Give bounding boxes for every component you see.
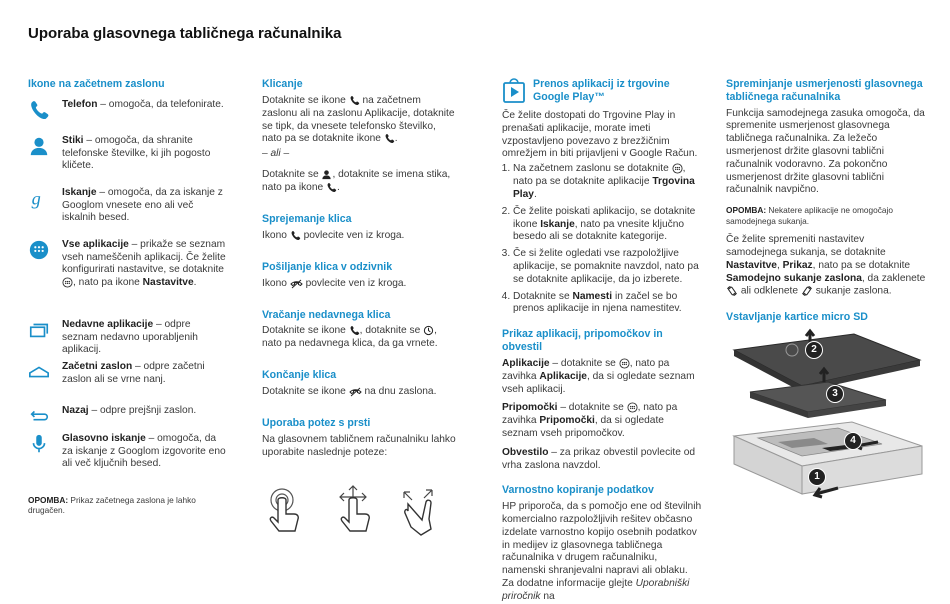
phone-icon — [290, 230, 301, 241]
heading-home-icons: Ikone na začetnem zaslonu — [28, 78, 165, 90]
all-apps-inline-icon — [62, 277, 73, 288]
column-orientation — [726, 78, 926, 328]
heading-orientation: Spreminjanje usmerjenosti glasovnega tabličnega računalnika — [726, 78, 923, 103]
auto-rotate-text: Če želite spremeniti nastavitev samodejnega sukanja, se dotaknite Nastavitve, Prikaz, nato pa se dotaknite Samodejno sukanje zaslona, da zaklenete ali odklenete sukanje zaslona. — [726, 234, 926, 298]
heading-view-apps: Prikaz aplikacij, pripomočkov in obvestil — [502, 328, 663, 353]
icon-row-recent-apps: Nedavne aplikacije – odpre seznam nedavno uporabljenih aplikacij. — [28, 319, 228, 361]
callout-3: 3 — [826, 385, 844, 403]
calling-or: – ali – — [262, 148, 290, 160]
play-step-4: 4. Dotaknite se Namesti in začel se bo prenos aplikacije in njena namestitev. — [513, 291, 702, 317]
recent-apps-icon — [28, 319, 50, 341]
heading-gestures: Uporaba potez s prsti — [262, 417, 371, 430]
note-home-screen: OPOMBA: Prikaz začetnega zaslona je lahko drugačen. — [28, 494, 196, 516]
calling-paragraph-2: Dotaknite se , dotaknite se imena stika, nato pa ikone . — [262, 169, 451, 194]
heading-send-voicemail: Pošiljanje klica v odzivnik — [262, 260, 393, 273]
icon-row-phone: Telefon – omogoča, da telefonirate. — [28, 99, 228, 137]
view-apps-paragraph: Aplikacije – dotaknite se , nato pa zavihka Aplikacije, da si ogledate seznam vseh aplikacij. — [502, 357, 695, 395]
calling-paragraph-1: Dotaknite se ikone na začetnem zaslonu ali na zaslonu Aplikacije, dotaknite se tipk, da vnesete telefonsko številko, nato pa se dotaknite ikone . — [262, 94, 455, 145]
rotation-unlock-icon — [801, 285, 813, 297]
microphone-icon — [28, 433, 50, 455]
note-auto-rotate: OPOMBA: Nekatere aplikacije ne omogočajo samodejnega sukanja. — [726, 205, 893, 226]
phone-icon — [326, 182, 337, 193]
tap-gesture-icon — [262, 486, 304, 536]
contact-icon — [28, 135, 50, 157]
orientation-text: Funkcija samodejnega zasuka omogoča, da spremenite usmerjenost glasovnega tabličnega računalnika. Za ležečo usmerjenost držite glasovni tablični računalnik vodoravno. Za pokončno usmerjenost držite glasovni tablični računalnik navpično. — [726, 107, 925, 196]
heading-google-play: Prenos aplikacij iz trgovine Google Play™ — [533, 78, 670, 103]
contact-icon — [321, 169, 332, 180]
callout-4: 4 — [844, 432, 862, 450]
scroll-gesture-icon — [330, 484, 376, 538]
phone-icon — [384, 133, 395, 144]
heading-end-call: Končanje klica — [262, 369, 337, 382]
icon-row-contacts: Stiki – omogoča, da shranite telefonske številke, ki jih pogosto kličete. — [28, 135, 228, 187]
heading-return-call: Vračanje nedavnega klica — [262, 308, 391, 321]
end-call-text: Dotaknite se ikone na dnu zaslona. — [262, 386, 437, 398]
pinch-gesture-icon — [398, 486, 438, 538]
hangup-icon — [290, 278, 303, 289]
heading-backup: Varnostno kopiranje podatkov — [502, 484, 654, 497]
home-icon — [28, 361, 50, 383]
icon-row-search: g Iskanje – omogoča, da za iskanje z Googlom vnesete eno ali več iskalnih besed. — [28, 187, 228, 239]
page-title: Uporaba glasovnega tabličnega računalnika — [28, 25, 342, 42]
heading-micro-sd: Vstavljanje kartice micro SD — [726, 310, 868, 323]
column-apps — [502, 78, 702, 604]
view-widgets-paragraph: Pripomočki – dotaknite se , nato pa zavihka Pripomočki, da si ogledate seznam vseh pripomočkov. — [502, 402, 678, 440]
phone-icon — [349, 95, 360, 106]
svg-text:g: g — [31, 188, 41, 209]
all-apps-icon — [28, 239, 50, 261]
all-apps-inline-icon — [672, 163, 683, 174]
back-icon — [28, 405, 50, 427]
return-call-text: Dotaknite se ikone , dotaknite se , nato pa nedavnega klica, da ga vrnete. — [262, 325, 438, 350]
play-store-icon — [502, 77, 526, 104]
heading-calling: Klicanje — [262, 78, 303, 90]
icon-row-home: Začetni zaslon – odpre začetni zaslon ali se vrne nanj. — [28, 361, 228, 405]
callout-1: 1 — [808, 468, 826, 486]
all-apps-inline-icon — [619, 358, 630, 369]
view-notifications-paragraph: Obvestilo – za prikaz obvestil povlecite od vrha zaslona navzdol. — [502, 446, 696, 471]
play-steps-list — [502, 163, 702, 316]
column-home-icons — [28, 78, 228, 516]
icon-row-voice-search: Glasovno iskanje – omogoča, da za iskanje z Googlom izgovorite eno ali več ključnih besed. — [28, 433, 228, 495]
answer-call-text: Ikono povlecite ven iz kroga. — [262, 230, 405, 242]
rotation-lock-icon — [726, 285, 738, 297]
heading-answer-call: Sprejemanje klica — [262, 213, 352, 226]
play-step-2: 2. Če želite poiskati aplikacijo, se dotaknite ikone Iskanje, nato pa vnesite ključno besedo ali se dotaknite kategorije. — [513, 206, 702, 244]
icon-row-back: Nazaj – odpre prejšnji zaslon. — [28, 405, 228, 433]
google-search-icon — [28, 187, 50, 209]
play-store-heading-row — [502, 78, 702, 106]
phone-icon — [28, 99, 50, 121]
gestures-text: Na glasovnem tabličnem računalniku lahko uporabite naslednje poteze: — [262, 433, 456, 458]
play-step-1: 1. Na začetnem zaslonu se dotaknite , nato pa se dotaknite aplikacije Trgovina Play. — [513, 163, 702, 202]
icon-row-all-apps: Vse aplikacije – prikaže se seznam vseh nameščenih aplikacij. Če želite konfigurirati nastavitve, se dotaknite , nato pa ikone Nastavitve. — [28, 239, 228, 319]
phone-icon — [349, 325, 360, 336]
micro-sd-insertion-illustration — [728, 326, 928, 556]
callout-2: 2 — [805, 341, 823, 359]
backup-text: HP priporoča, da s pomočjo ene od številnih komercialno razpoložljivih rešitev občasno izdelate varnostno kopijo osebnih podatkov in medijev iz glasovnega tabličnega računalnika v drugem računalniku, namenski shranjevalni napravi ali oblaku. Za dodatne informacije glejte Uporabniški priročnik na — [502, 501, 702, 602]
play-intro: Če želite dostopati do Trgovine Play in prenašati aplikacije, morate imeti vzpostavljeno povezavo z brezžičnim omrežjem in biti prijavljeni v Google Račun. — [502, 110, 698, 160]
play-step-3: 3. Če si želite ogledati vse razpoložljive aplikacije, se pomaknite navzdol, nato pa se dotaknite aplikacije, da jo izberete. — [513, 248, 702, 286]
column-calls — [262, 78, 458, 459]
clock-icon — [423, 325, 434, 336]
hangup-icon — [349, 386, 362, 397]
all-apps-inline-icon — [627, 402, 638, 413]
send-voicemail-text: Ikono povlecite ven iz kroga. — [262, 277, 407, 289]
